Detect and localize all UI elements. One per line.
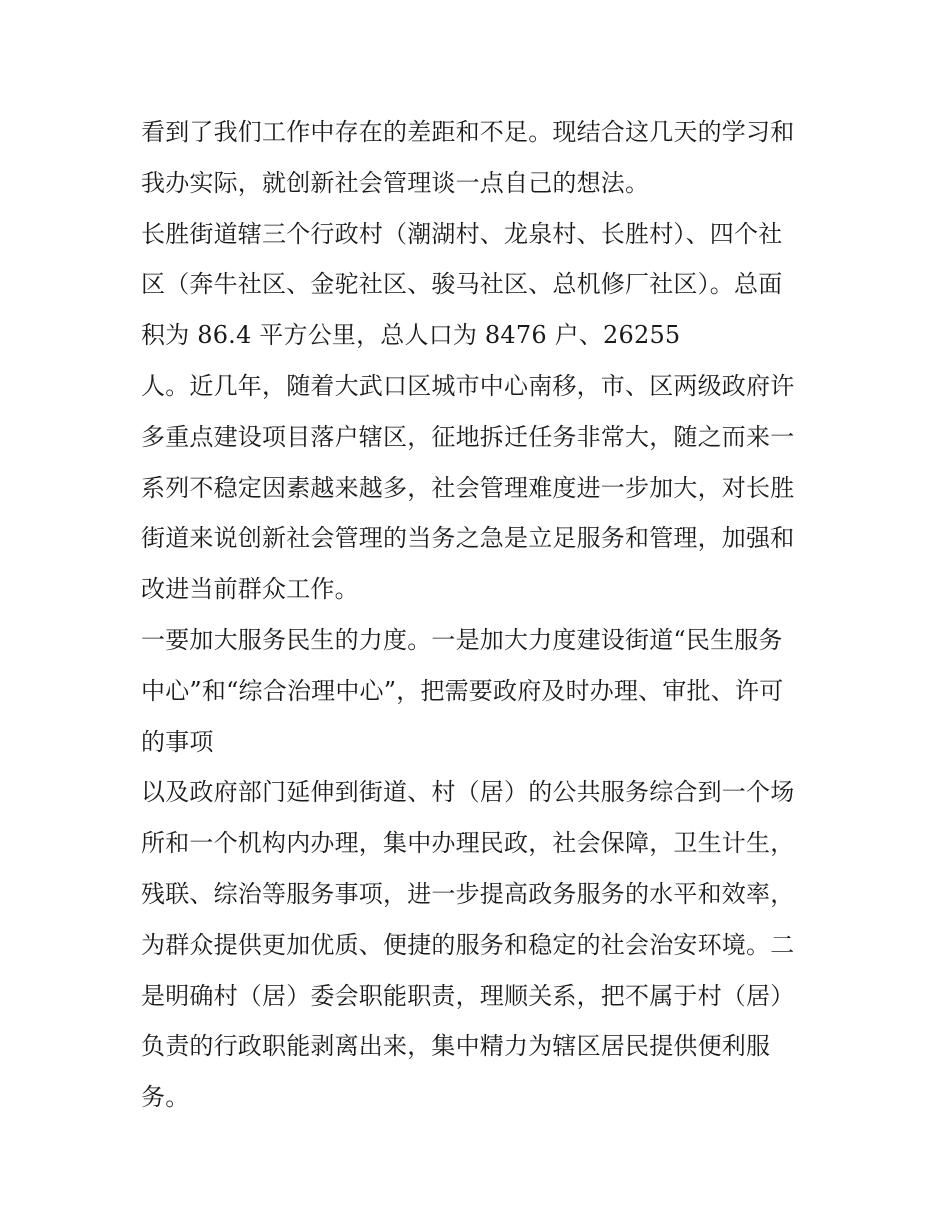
text-line: 的事项: [141, 727, 214, 756]
text-line: 负责的行政职能剥离出来，集中精力为辖区居民提供便利服: [141, 1032, 771, 1061]
text-line: 多重点建设项目落户辖区，征地拆迁任务非常大，随之而来一: [141, 422, 795, 451]
text-line: 残联、综治等服务事项，进一步提高政务服务的水平和效率，: [141, 879, 795, 908]
text-line: 中心”和“综合治理中心”，把需要政府及时办理、审批、许可: [141, 676, 784, 705]
text-line: 以及政府部门延伸到街道、村（居）的公共服务综合到一个场: [141, 778, 795, 807]
body-text: [141, 107, 821, 1123]
text-line: 长胜街道辖三个行政村（潮湖村、龙泉村、长胜村）、四个社: [141, 219, 783, 248]
text-line: 区（奔牛社区、金驼社区、骏马社区、总机修厂社区）。总面: [141, 270, 783, 299]
text-line: 系列不稳定因素越来越多，社会管理难度进一步加大，对长胜: [141, 473, 795, 502]
text-line: 人。近几年，随着大武口区城市中心南移，市、区两级政府许: [141, 371, 795, 400]
text-line: 为群众提供更加优质、便捷的服务和稳定的社会治安环境。二: [141, 930, 795, 959]
text-line: 是明确村（居）委会职能职责，理顺关系，把不属于村（居）: [141, 981, 795, 1010]
text-line: 所和一个机构内办理，集中办理民政，社会保障，卫生计生，: [141, 829, 795, 858]
text-line: 一要加大服务民生的力度。一是加大力度建设街道“民生服务: [141, 625, 783, 654]
text-line: 我办实际，就创新社会管理谈一点自己的想法。: [141, 168, 650, 197]
text-line: 改进当前群众工作。: [141, 575, 359, 604]
text-line: 积为 86.4 平方公里，总人口为 8476 户、26255: [141, 321, 681, 350]
text-line: 街道来说创新社会管理的当务之急是立足服务和管理，加强和: [141, 524, 795, 553]
text-line: 看到了我们工作中存在的差距和不足。现结合这几天的学习和: [141, 118, 795, 146]
text-line: 务。: [141, 1083, 190, 1112]
